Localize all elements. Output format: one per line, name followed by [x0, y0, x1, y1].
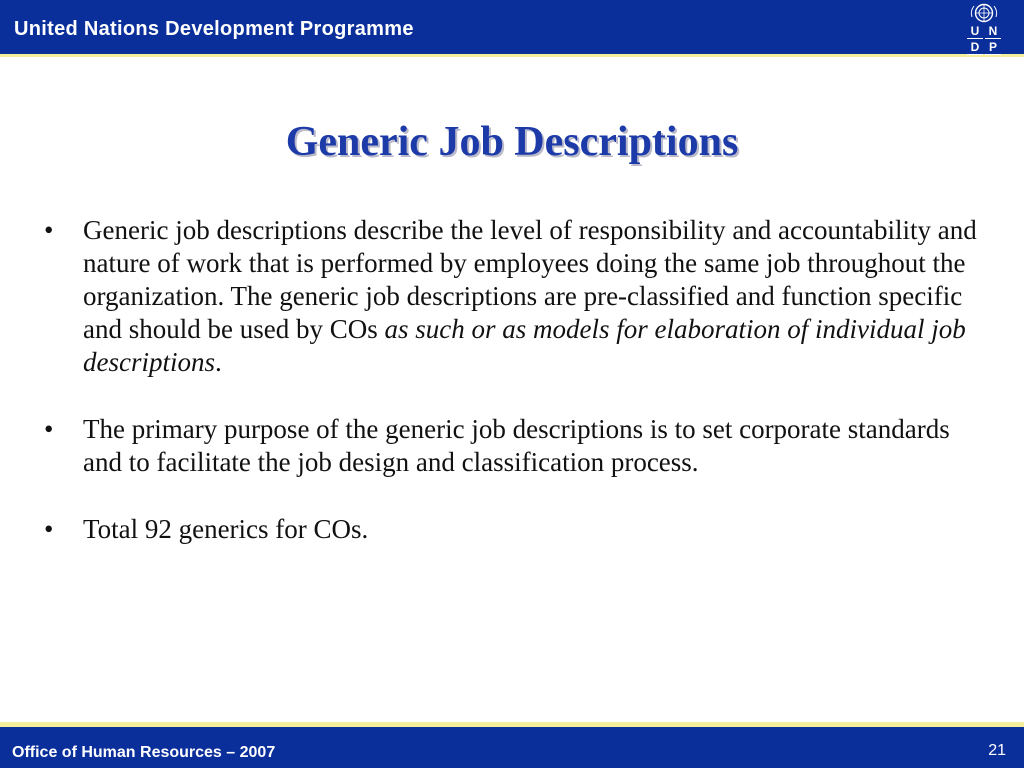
bullet-dot: • [44, 414, 54, 444]
organization-name: United Nations Development Programme [14, 18, 414, 40]
footer-bar [0, 722, 1024, 768]
page-number: 21 [988, 742, 1006, 759]
bullet-item [44, 413, 984, 479]
footer-office-text: Office of Human Resources – 2007 [12, 744, 276, 761]
undp-logo [966, 3, 1002, 55]
bullet-list [44, 214, 984, 546]
logo-letter: P [985, 41, 1001, 55]
bullet-text: Total 92 generics for COs. [83, 514, 369, 544]
un-emblem-icon [966, 3, 1002, 23]
slide-title: Generic Job Descriptions [285, 119, 739, 165]
bullet-item [44, 214, 984, 379]
logo-letters [966, 25, 1002, 55]
bullet-text: The primary purpose of the generic job descriptions is to set corporate standards and to facilitate the job design and classification process. [83, 414, 950, 477]
bullet-dot: • [44, 514, 54, 544]
bullet-tail: . [215, 347, 222, 377]
bullet-item [44, 513, 984, 546]
bullet-text: Generic job descriptions describe the level of responsibility and accountability and nature of work that is performed by employees doing the same job throughout the organization. The generic job descriptions are pre-classified and function specific and should be used by COs [83, 215, 977, 344]
logo-letter: D [967, 41, 983, 55]
logo-letter: U [967, 25, 983, 39]
logo-letter: N [985, 25, 1001, 39]
bullet-italic-text: as such or as models for elaboration of individual job descriptions [83, 314, 966, 377]
header-bar [0, 0, 1024, 57]
bullet-dot: • [44, 215, 54, 245]
